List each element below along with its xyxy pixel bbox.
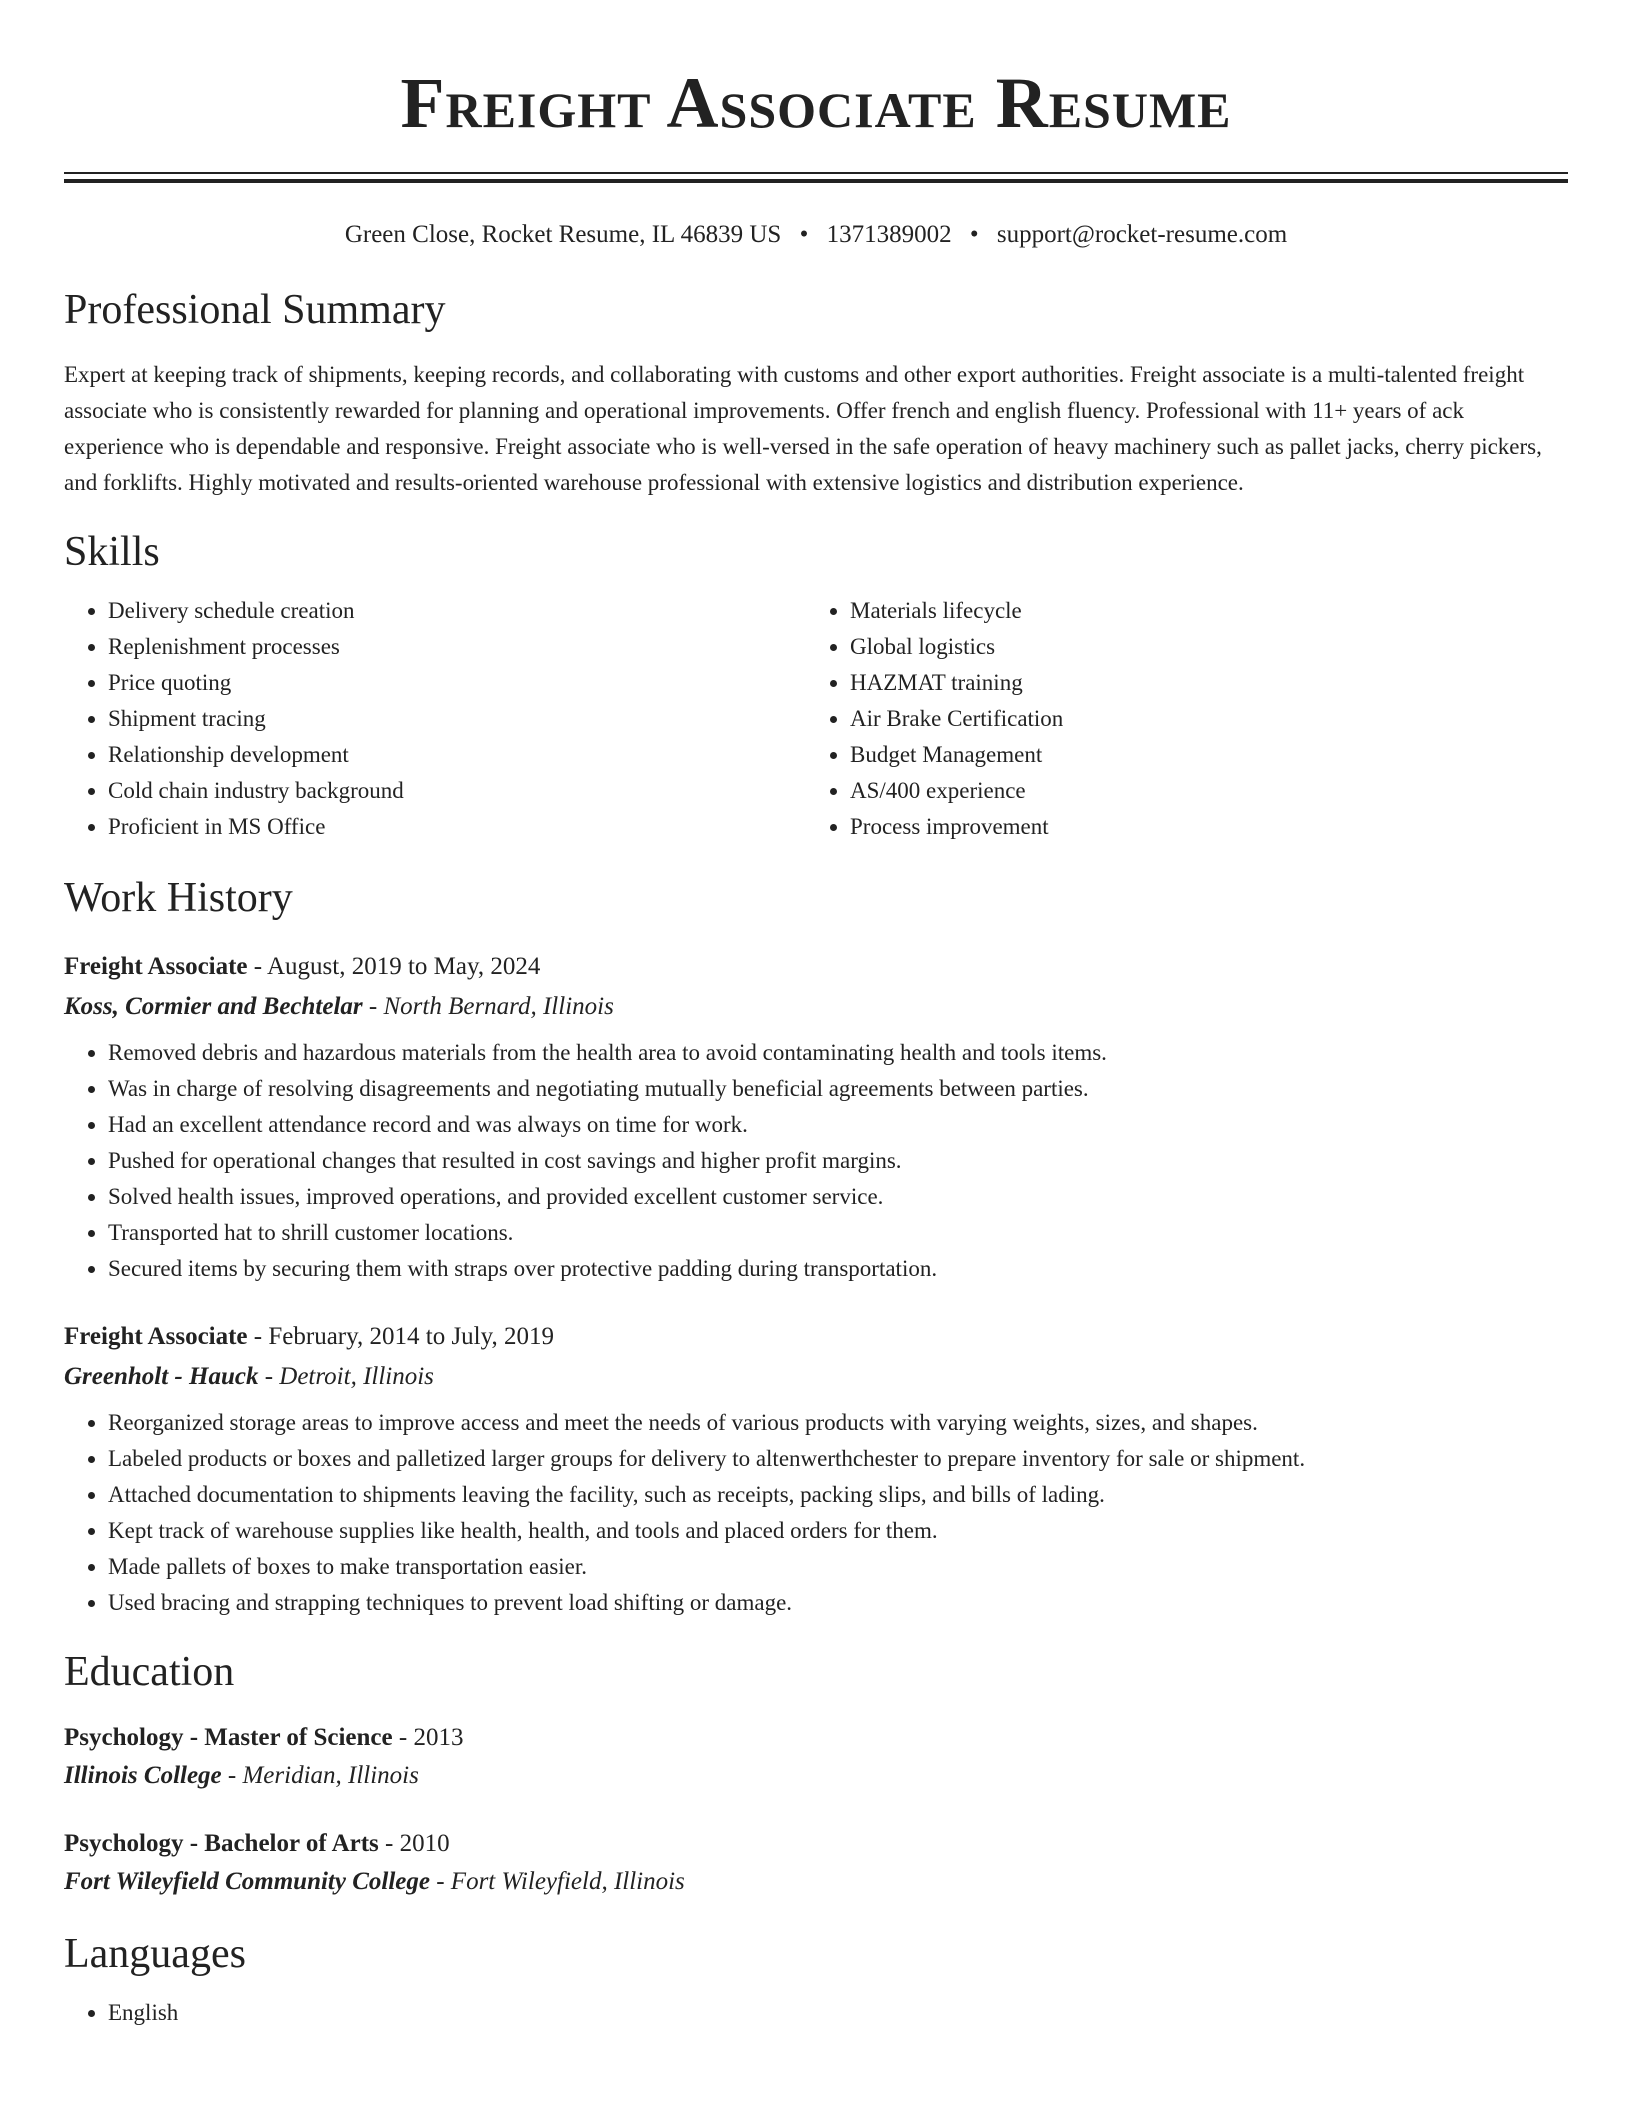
degree: Psychology - Bachelor of Arts <box>64 1830 379 1857</box>
education-heading: Education <box>64 1649 235 1695</box>
duty-item: • Had an excellent attendance record and was always on time for work. <box>108 1107 1568 1143</box>
skill-item: • Relationship development <box>108 737 806 773</box>
duty-item: • Pushed for operational changes that resulted in cost savings and higher profit margins. <box>108 1143 1568 1179</box>
company-name: Koss, Cormier and Bechtelar <box>64 993 363 1020</box>
duty-item: • Used bracing and strapping techniques to prevent load shifting or damage. <box>108 1585 1568 1621</box>
education-school-line <box>64 1757 1568 1795</box>
education-degree-line <box>64 1719 1568 1757</box>
job-dates: - February, 2014 to July, 2019 <box>247 1323 554 1350</box>
duty-item: • Was in charge of resolving disagreements and negotiating mutually beneficial agreements between parties. <box>108 1071 1568 1107</box>
duty-item: • Labeled products or boxes and palletized larger groups for delivery to altenwerthchester to prepare inventory for sale or shipment. <box>108 1441 1568 1477</box>
title-rule-thin <box>64 172 1568 174</box>
graduation-year: - 2010 <box>378 1830 450 1857</box>
skill-item: • HAZMAT training <box>850 665 1566 701</box>
job-title: Freight Associate <box>64 1323 248 1350</box>
school-name: Illinois College <box>64 1762 222 1789</box>
duty-item: • Removed debris and hazardous materials from the health area to avoid contaminating health and tools items. <box>108 1035 1568 1071</box>
degree: Psychology - Master of Science <box>64 1724 393 1751</box>
languages-heading: Languages <box>64 1931 246 1977</box>
contact-line <box>64 219 1568 251</box>
resume-title: Freight Associate Resume <box>400 63 1232 143</box>
job-location: - Detroit, Illinois <box>258 1363 434 1390</box>
skill-item: • Materials lifecycle <box>850 593 1566 629</box>
skill-item: • Proficient in MS Office <box>108 809 806 845</box>
skill-item: • Delivery schedule creation <box>108 593 806 629</box>
duty-item: • Transported hat to shrill customer locations. <box>108 1215 1568 1251</box>
company-name: Greenholt - Hauck <box>64 1363 259 1390</box>
graduation-year: - 2013 <box>392 1724 464 1751</box>
duty-item: • Reorganized storage areas to improve access and meet the needs of various products with varying weights, sizes, and shapes. <box>108 1405 1568 1441</box>
skill-item: • Price quoting <box>108 665 806 701</box>
contact-separator: • <box>799 221 809 248</box>
work-history-heading: Work History <box>64 875 293 921</box>
job-location: - North Bernard, Illinois <box>362 993 614 1020</box>
education-school-line <box>64 1863 1568 1901</box>
skill-item: • Budget Management <box>850 737 1566 773</box>
duty-item: • Solved health issues, improved operations, and provided excellent customer service. <box>108 1179 1568 1215</box>
job-header <box>64 947 1568 987</box>
education-degree-line <box>64 1825 1568 1863</box>
duty-item: • Made pallets of boxes to make transportation easier. <box>108 1549 1568 1585</box>
skills-heading: Skills <box>64 529 160 575</box>
school-name: Fort Wileyfield Community College <box>64 1868 430 1895</box>
duty-item: • Secured items by securing them with straps over protective padding during transportation. <box>108 1251 1568 1287</box>
language-item: • English <box>108 1995 1568 2031</box>
job-employer <box>64 987 1568 1027</box>
school-location: - Meridian, Illinois <box>221 1762 419 1789</box>
contact-address: Green Close, Rocket Resume, IL 46839 US <box>344 221 782 248</box>
job-duties <box>64 1035 1568 1287</box>
skill-item: • Global logistics <box>850 629 1566 665</box>
contact-phone: 1371389002 <box>826 221 952 248</box>
skill-item: • Process improvement <box>850 809 1566 845</box>
job-header <box>64 1317 1568 1357</box>
title-rule-thick <box>64 179 1568 183</box>
skill-item: • AS/400 experience <box>850 773 1566 809</box>
summary-heading: Professional Summary <box>64 287 446 333</box>
skills-list <box>64 593 1568 845</box>
duty-item: • Attached documentation to shipments leaving the facility, such as receipts, packing slips, and bills of lading. <box>108 1477 1568 1513</box>
job-duties <box>64 1405 1568 1621</box>
skill-item: • Cold chain industry background <box>108 773 806 809</box>
job-dates: - August, 2019 to May, 2024 <box>247 953 541 980</box>
contact-separator: • <box>969 221 979 248</box>
skill-item: • Replenishment processes <box>108 629 806 665</box>
contact-email: support@rocket-resume.com <box>996 221 1288 248</box>
school-location: - Fort Wileyfield, Illinois <box>429 1868 685 1895</box>
skill-item: • Air Brake Certification <box>850 701 1566 737</box>
skill-item: • Shipment tracing <box>108 701 806 737</box>
skills-column-right <box>806 593 1566 845</box>
languages-list <box>64 1995 1568 2031</box>
duty-item: • Kept track of warehouse supplies like health, health, and tools and placed orders for them. <box>108 1513 1568 1549</box>
job-employer <box>64 1357 1568 1397</box>
summary-text: Expert at keeping track of shipments, keeping records, and collaborating with customs and other export authorities. Freight associate is a multi-talented freight associate who is consistently rewarded for planning and operational improvements. Offer french and english fluency. Professional with 11+ years of ack experience who is dependable and responsive. Freight associate who is well-versed in the safe operation of heavy machinery such as pallet jacks, cherry pickers, and forklifts. Highly motivated and results-oriented warehouse professional with extensive logistics and distribution experience. <box>64 362 1542 495</box>
skills-column-left <box>64 593 806 845</box>
job-title: Freight Associate <box>64 953 248 980</box>
